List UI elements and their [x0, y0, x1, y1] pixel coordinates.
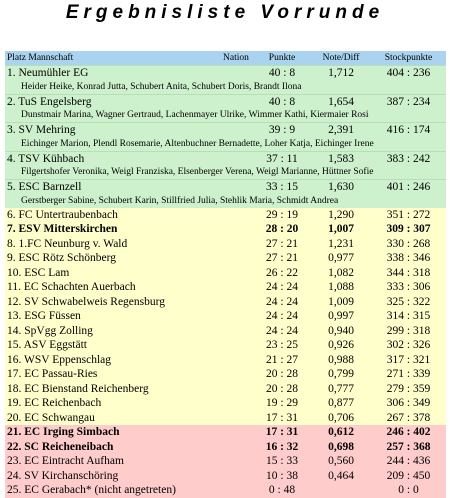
- team-name: EC Schwangau: [24, 411, 95, 424]
- team-name-cell: [5, 440, 253, 455]
- table-row: [5, 66, 446, 81]
- team-note-diff: 0,698: [311, 440, 371, 455]
- team-punkte: 40 : 8: [253, 94, 311, 109]
- team-position: 2.: [7, 95, 16, 108]
- team-stockpunkte: 338 : 346: [371, 251, 446, 266]
- table-row: [5, 237, 446, 252]
- team-note-diff: 0,612: [311, 425, 371, 440]
- team-name: EC Eintracht Aufham: [24, 455, 124, 467]
- team-stockpunkte: 404 : 236: [371, 66, 446, 81]
- table-row: [5, 367, 446, 382]
- team-position: 23.: [7, 455, 22, 467]
- team-stockpunkte: 344 : 318: [371, 266, 446, 281]
- team-name: 1.FC Neunburg v. Wald: [18, 237, 128, 250]
- team-punkte: 17 : 31: [253, 425, 311, 440]
- team-name-cell: [5, 66, 253, 81]
- team-note-diff: 0,997: [311, 309, 371, 324]
- team-position: 6.: [7, 208, 16, 221]
- header-stockpunkte: Stockpunkte: [371, 51, 446, 66]
- team-note-diff: 1,630: [311, 180, 371, 195]
- team-position: 13.: [7, 310, 22, 322]
- team-note-diff: 0,940: [311, 324, 371, 339]
- team-name: ESV Mitterskirchen: [18, 223, 118, 235]
- team-punkte: 24 : 24: [253, 309, 311, 324]
- team-note-diff: [311, 483, 371, 498]
- team-note-diff: 1,583: [311, 151, 371, 166]
- team-name: EC Gerabach* (nicht angetreten): [24, 484, 176, 496]
- team-name: SV Schwabelweis Regensburg: [24, 295, 166, 308]
- team-position: 20.: [7, 411, 22, 424]
- table-row: [5, 396, 446, 411]
- team-punkte: 33 : 15: [253, 180, 311, 195]
- team-stockpunkte: 279 : 359: [371, 382, 446, 397]
- team-note-diff: 1,290: [311, 208, 371, 223]
- team-note-diff: 0,926: [311, 338, 371, 353]
- team-name: ESC Rötz Schönberg: [18, 252, 117, 264]
- team-punkte: 19 : 29: [253, 396, 311, 411]
- team-stockpunkte: 271 : 339: [371, 367, 446, 382]
- table-header-row: [5, 51, 446, 66]
- team-punkte: 20 : 28: [253, 367, 311, 382]
- table-row: [5, 324, 446, 339]
- table-row: [5, 309, 446, 324]
- team-position: 10.: [7, 266, 22, 279]
- team-note-diff: 0,988: [311, 353, 371, 368]
- team-name: TSV Kühbach: [18, 152, 85, 165]
- team-stockpunkte: 351 : 272: [371, 208, 446, 223]
- team-name-cell: [5, 222, 253, 237]
- team-stockpunkte: 401 : 246: [371, 180, 446, 195]
- team-stockpunkte: 302 : 326: [371, 338, 446, 353]
- team-stockpunkte: 267 : 378: [371, 411, 446, 426]
- team-name-cell: [5, 151, 253, 166]
- team-note-diff: 0,799: [311, 367, 371, 382]
- players-row: [5, 81, 446, 95]
- team-name-cell: [5, 280, 253, 295]
- team-name: EC Irging Simbach: [24, 426, 120, 438]
- team-players: Heider Heike, Konrad Jutta, Schubert Anita, Schubert Doris, Brandt Ilona: [5, 81, 446, 95]
- team-name-cell: [5, 396, 253, 411]
- team-punkte: 28 : 20: [253, 222, 311, 237]
- team-position: 15.: [7, 339, 22, 351]
- team-punkte: 40 : 8: [253, 66, 311, 81]
- header-nation: Nation: [223, 53, 249, 63]
- team-note-diff: 2,391: [311, 123, 371, 138]
- team-name-cell: [5, 208, 253, 223]
- team-stockpunkte: 314 : 315: [371, 309, 446, 324]
- team-name: TuS Engelsberg: [18, 95, 92, 108]
- team-stockpunkte: 257 : 368: [371, 440, 446, 455]
- team-position: 18.: [7, 382, 22, 395]
- team-position: 19.: [7, 397, 22, 409]
- team-punkte: 24 : 24: [253, 295, 311, 310]
- team-name-cell: [5, 367, 253, 382]
- team-punkte: 24 : 24: [253, 324, 311, 339]
- team-name-cell: [5, 123, 253, 138]
- header-cell: [5, 51, 253, 66]
- team-punkte: 15 : 33: [253, 454, 311, 469]
- table-row: [5, 123, 446, 138]
- team-name-cell: [5, 251, 253, 266]
- team-stockpunkte: 333 : 306: [371, 280, 446, 295]
- team-position: 8.: [7, 237, 16, 250]
- table-row: [5, 295, 446, 310]
- header-note-diff: Note/Diff: [311, 51, 371, 66]
- team-stockpunkte: 309 : 307: [371, 222, 446, 237]
- table-row: [5, 266, 446, 281]
- team-position: 5.: [7, 181, 16, 193]
- team-position: 24.: [7, 469, 22, 482]
- team-name-cell: [5, 324, 253, 339]
- team-position: 3.: [7, 124, 16, 136]
- team-note-diff: 0,464: [311, 469, 371, 484]
- team-punkte: 17 : 31: [253, 411, 311, 426]
- team-punkte: 10 : 38: [253, 469, 311, 484]
- team-name-cell: [5, 295, 253, 310]
- table-row: [5, 94, 446, 109]
- team-players: Gerstberger Sabine, Schubert Karin, Stillfried Julia, Stehlik Maria, Schmidt Andrea: [5, 195, 446, 208]
- page-title: Ergebnisliste Vorrunde: [65, 2, 385, 23]
- team-name: ESC Lam: [24, 266, 70, 279]
- team-name: SC Reicheneibach: [24, 440, 114, 453]
- team-stockpunkte: 383 : 242: [371, 151, 446, 166]
- team-punkte: 39 : 9: [253, 123, 311, 138]
- team-stockpunkte: 244 : 436: [371, 454, 446, 469]
- team-position: 16.: [7, 353, 22, 366]
- team-name-cell: [5, 309, 253, 324]
- team-name-cell: [5, 180, 253, 195]
- team-players: Filgertshofer Veronika, Weigl Franziska, Elsenberger Verena, Weigl Marianne, Hüttner Sofie: [5, 166, 446, 180]
- results-table: [5, 51, 446, 498]
- team-note-diff: 1,654: [311, 94, 371, 109]
- table-row: [5, 353, 446, 368]
- team-stockpunkte: 0 : 0: [371, 483, 446, 498]
- team-position: 22.: [7, 440, 22, 453]
- table-row: [5, 180, 446, 195]
- team-punkte: 37 : 11: [253, 151, 311, 166]
- team-name: ESG Füssen: [24, 310, 81, 322]
- table-row: [5, 469, 446, 484]
- team-position: 1.: [7, 67, 16, 79]
- team-name: FC Untertraubenbach: [18, 208, 118, 221]
- team-punkte: 24 : 24: [253, 280, 311, 295]
- table-row: [5, 382, 446, 397]
- team-punkte: 21 : 27: [253, 353, 311, 368]
- team-position: 21.: [7, 426, 22, 438]
- team-name-cell: [5, 469, 253, 484]
- team-name-cell: [5, 454, 253, 469]
- team-note-diff: 1,088: [311, 280, 371, 295]
- team-stockpunkte: 317 : 321: [371, 353, 446, 368]
- team-position: 7.: [7, 223, 16, 235]
- players-row: [5, 138, 446, 152]
- team-note-diff: 0,777: [311, 382, 371, 397]
- table-row: [5, 454, 446, 469]
- team-position: 17.: [7, 368, 22, 380]
- team-note-diff: 0,977: [311, 251, 371, 266]
- header-punkte: Punkte: [253, 51, 311, 66]
- team-name-cell: [5, 237, 253, 252]
- team-stockpunkte: 299 : 318: [371, 324, 446, 339]
- team-name: WSV Eppenschlag: [24, 353, 112, 366]
- team-name: EC Bienstand Reichenberg: [24, 382, 149, 395]
- team-punkte: 26 : 22: [253, 266, 311, 281]
- team-stockpunkte: 246 : 402: [371, 425, 446, 440]
- team-punkte: 16 : 32: [253, 440, 311, 455]
- team-players: Eichinger Marion, Plendl Rosemarie, Altenbuchner Bernadette, Loher Katja, Eichinger Irene: [5, 138, 446, 152]
- table-row: [5, 425, 446, 440]
- team-name: Neumühler EG: [18, 67, 89, 79]
- team-note-diff: 0,560: [311, 454, 371, 469]
- team-name: SV Mehring: [18, 124, 76, 136]
- team-note-diff: 1,231: [311, 237, 371, 252]
- team-stockpunkte: 209 : 450: [371, 469, 446, 484]
- team-name-cell: [5, 425, 253, 440]
- team-name-cell: [5, 338, 253, 353]
- team-name: EC Reichenbach: [24, 397, 102, 409]
- team-punkte: 0 : 48: [253, 483, 311, 498]
- team-position: 14.: [7, 324, 22, 337]
- table-row: [5, 280, 446, 295]
- team-punkte: 29 : 19: [253, 208, 311, 223]
- team-position: 9.: [7, 252, 16, 264]
- team-position: 4.: [7, 152, 16, 165]
- table-row: [5, 208, 446, 223]
- players-row: [5, 109, 446, 123]
- team-stockpunkte: 416 : 174: [371, 123, 446, 138]
- team-name-cell: [5, 411, 253, 426]
- players-row: [5, 195, 446, 208]
- team-players: Dunstmair Marina, Wagner Gertraud, Lachenmayer Ulrike, Wimmer Kathi, Kiermaier Rosi: [5, 109, 446, 123]
- table-row: [5, 411, 446, 426]
- team-punkte: 27 : 21: [253, 251, 311, 266]
- team-name-cell: [5, 483, 253, 498]
- team-name-cell: [5, 382, 253, 397]
- team-note-diff: 1,007: [311, 222, 371, 237]
- team-position: 12.: [7, 295, 22, 308]
- team-name-cell: [5, 94, 253, 109]
- table-row: [5, 338, 446, 353]
- team-note-diff: 1,712: [311, 66, 371, 81]
- team-position: 25.: [7, 484, 22, 496]
- team-name: SpVgg Zolling: [24, 324, 93, 337]
- team-position: 11.: [7, 281, 21, 293]
- team-name: ASV Eggstätt: [23, 339, 87, 351]
- team-stockpunkte: 330 : 268: [371, 237, 446, 252]
- team-note-diff: 0,877: [311, 396, 371, 411]
- team-name: SV Kirchanschöring: [24, 469, 119, 482]
- table-row: [5, 440, 446, 455]
- table-row: [5, 222, 446, 237]
- table-row: [5, 483, 446, 498]
- team-name: EC Schachten Auerbach: [23, 281, 136, 293]
- team-name-cell: [5, 266, 253, 281]
- table-row: [5, 251, 446, 266]
- team-name-cell: [5, 353, 253, 368]
- team-stockpunkte: 387 : 234: [371, 94, 446, 109]
- team-note-diff: 1,009: [311, 295, 371, 310]
- team-stockpunkte: 306 : 349: [371, 396, 446, 411]
- team-name: EC Passau-Ries: [24, 368, 98, 380]
- team-name: ESC Barnzell: [18, 181, 82, 193]
- team-note-diff: 1,082: [311, 266, 371, 281]
- team-stockpunkte: 325 : 322: [371, 295, 446, 310]
- header-platz-mannschaft: Platz Mannschaft: [7, 53, 74, 63]
- table-row: [5, 151, 446, 166]
- team-punkte: 27 : 21: [253, 237, 311, 252]
- results-body: [5, 51, 446, 498]
- team-note-diff: 0,706: [311, 411, 371, 426]
- players-row: [5, 166, 446, 180]
- team-punkte: 20 : 28: [253, 382, 311, 397]
- team-punkte: 23 : 25: [253, 338, 311, 353]
